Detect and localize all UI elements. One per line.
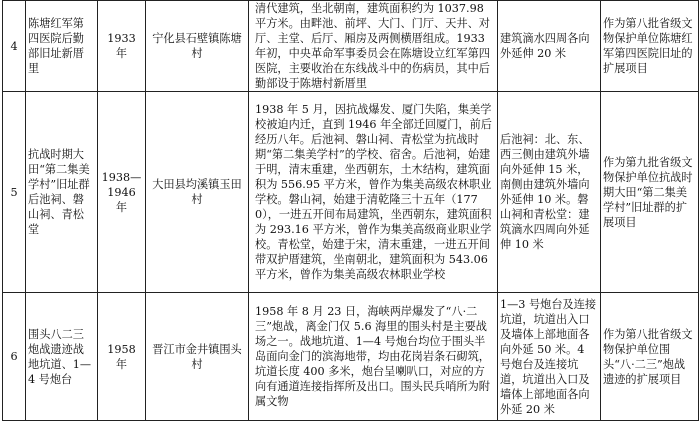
site-description: 清代建筑，坐北朝南，建筑面积约为 1037.98 平方米。由畔池、前坪、大门、门厅、天井、对厅、主堂、后厅、厢房及两侧横厝组成。1933 年初，中央革命军事委员会在陈塘设立红军第四医院，主要收治在东线战斗中的伤病员，其中后勤部设于陈塘村新厝里 [249, 1, 498, 92]
protection-scope: 后池祠：北、东、西三侧由建筑外墙向外延伸 15 米，南侧由建筑外墙向外延伸 10 米。磐山祠和青松堂：建筑滴水四周向外延伸 10 米 [498, 92, 601, 293]
protection-scope: 1—3 号炮台及连接坑道，坑道出入口及墙体上部地面各向外延 50 米。4 号炮台及连接坑道，坑道出入口及墙体上部地面各向外延 20 米 [498, 293, 601, 421]
site-year: 1938— 1946 年 [98, 92, 146, 293]
protection-scope: 建筑滴水四周各向外延伸 20 米 [498, 1, 601, 92]
site-location: 大田县均溪镇玉田村 [146, 92, 249, 293]
table-row [3, 92, 699, 293]
site-description: 1958 年 8 月 23 日，海峡两岸爆发了“八·二三”炮战，离金门仅 5.6 海里的围头村是主要战场之一。战地坑道、1—4 号炮台均位于围头半岛面向金门的滨海地带，均由花岗岩条石砌筑，坑道长度 400 多米，炮台呈喇叭口，对应的方向有通道连接指挥所及出口。围头民兵哨所为附属文物 [249, 293, 498, 421]
table-row [3, 293, 699, 421]
table-row [3, 1, 699, 92]
row-number: 6 [3, 293, 26, 421]
site-description: 1938 年 5 月，因抗战爆发、厦门失陷，集美学校被迫内迁，直到 1946 年全部迁回厦门，前后经历八年。后池祠、磐山祠、青松堂为抗战时期“第二集美学村”的学校、宿舍。后池祠，始建于明，清末重建，坐西朝东，土木结构，建筑面积为 556.95 平方米，曾作为集美高级农林职业学校。磐山祠，始建于清乾隆三十五年（1770），一进五开间布局建筑，坐西朝东，建筑面积为 293.16 平方米，曾作为集美高级商业职业学校。青松堂，始建于宋，清末重建，一进五开间带双护厝建筑，坐南朝北，建筑面积为 543.06 平方米，曾作为集美高级农林职业学校 [249, 92, 498, 293]
row-number: 5 [3, 92, 26, 293]
designation-reason: 作为第八批省级文物保护单位围头“八·二三”炮战遗迹的扩展项目 [601, 293, 699, 421]
site-year: 1958 年 [98, 293, 146, 421]
heritage-table [2, 0, 699, 421]
designation-reason: 作为第八批省级文物保护单位陈塘红军第四医院旧址的扩展项目 [601, 1, 699, 92]
site-location: 宁化县石壁镇陈塘村 [146, 1, 249, 92]
designation-reason: 作为第九批省级文物保护单位抗战时期大田“第二集美学村”旧址群的扩展项目 [601, 92, 699, 293]
site-location: 晋江市金井镇围头村 [146, 293, 249, 421]
site-name: 围头八二三炮战遗迹战地坑道、1—4 号炮台 [26, 293, 98, 421]
row-number: 4 [3, 1, 26, 92]
site-name: 陈塘红军第四医院后勤部旧址新厝里 [26, 1, 98, 92]
site-name: 抗战时期大田“第二集美学村”旧址群后池祠、磐山祠、青松堂 [26, 92, 98, 293]
site-year: 1933 年 [98, 1, 146, 92]
